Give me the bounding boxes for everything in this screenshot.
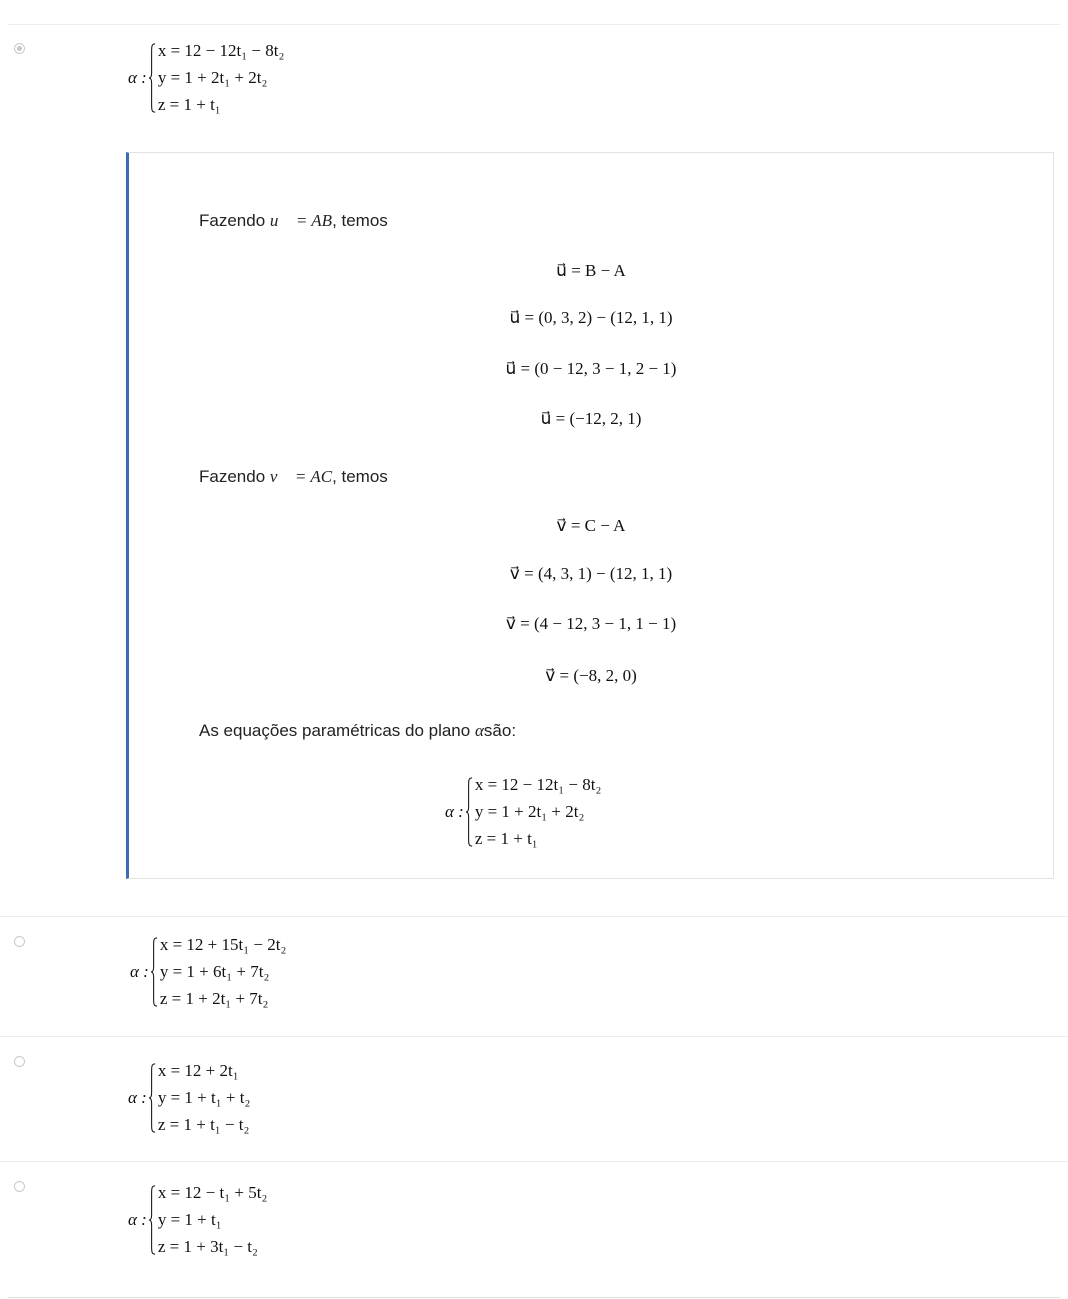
- equation-system: [130, 931, 286, 1012]
- alpha-symbol: α :: [130, 961, 149, 981]
- alpha-symbol: α :: [128, 1087, 147, 1107]
- conclusion-alpha: α: [474, 721, 484, 740]
- equation-line: x = 12 + 2t₁: [157, 1061, 239, 1080]
- equation-line: x = 12 − t₁ + 5t₂: [157, 1183, 268, 1202]
- intro-v-pre: Fazendo: [199, 467, 266, 486]
- intro-v-text: [199, 467, 388, 487]
- answer-option-3[interactable]: [0, 1036, 1068, 1162]
- conclusion-text: [199, 721, 516, 741]
- radio-button[interactable]: [14, 1181, 25, 1192]
- left-brace-icon: [149, 1185, 156, 1255]
- u-step-3: u⃗ = (0 − 12, 3 − 1, 2 − 1): [505, 359, 677, 378]
- left-brace-icon: [151, 937, 158, 1007]
- u-step-1: u⃗ = B − A: [556, 261, 626, 280]
- equation-line: y = 1 + t₁ + t₂: [157, 1088, 251, 1107]
- alpha-symbol: α :: [128, 1209, 147, 1229]
- v-step-3: v⃗ = (4 − 12, 3 − 1, 1 − 1): [505, 614, 677, 633]
- radio-button-selected[interactable]: [14, 43, 25, 54]
- intro-u-math: u⃗ = AB: [269, 211, 333, 230]
- equation-line: z = 1 + t₁: [474, 829, 538, 848]
- conclusion-pre: As equações paramétricas do plano: [199, 721, 471, 740]
- result-equation-system: [445, 771, 601, 852]
- equation-line: x = 12 − 12t₁ − 8t₂: [474, 775, 602, 794]
- alpha-symbol: α :: [128, 67, 147, 87]
- left-brace-icon: [149, 43, 156, 113]
- radio-button[interactable]: [14, 1056, 25, 1067]
- alpha-symbol: α :: [445, 801, 464, 821]
- intro-u-text: [199, 211, 388, 231]
- equation-line: y = 1 + 2t₁ + 2t₂: [157, 68, 268, 87]
- equation-line: z = 1 + t₁ − t₂: [157, 1115, 250, 1134]
- left-brace-icon: [466, 777, 473, 847]
- equation-line: y = 1 + t₁: [157, 1210, 222, 1229]
- u-step-2: u⃗ = (0, 3, 2) − (12, 1, 1): [509, 308, 673, 327]
- equation-line: y = 1 + 6t₁ + 7t₂: [159, 962, 270, 981]
- radio-button[interactable]: [14, 936, 25, 947]
- intro-u-post: , temos: [332, 211, 388, 230]
- u-step-4: u⃗ = (−12, 2, 1): [540, 409, 642, 428]
- intro-u-pre: Fazendo: [199, 211, 266, 230]
- conclusion-post: são:: [483, 721, 517, 740]
- equation-line: z = 1 + 2t₁ + 7t₂: [159, 989, 269, 1008]
- intro-v-post: , temos: [332, 467, 388, 486]
- feedback-panel: [126, 152, 1054, 879]
- bottom-divider: [8, 1297, 1060, 1298]
- v-step-1: v⃗ = C − A: [556, 516, 626, 535]
- equation-system: [128, 1057, 250, 1138]
- answer-option-2[interactable]: [0, 916, 1068, 1037]
- v-step-4: v⃗ = (−8, 2, 0): [545, 666, 637, 685]
- answer-option-4[interactable]: [0, 1161, 1068, 1284]
- equation-line: x = 12 − 12t₁ − 8t₂: [157, 41, 285, 60]
- equation-system: [128, 37, 284, 118]
- v-step-2: v⃗ = (4, 3, 1) − (12, 1, 1): [509, 564, 673, 583]
- equation-line: y = 1 + 2t₁ + 2t₂: [474, 802, 585, 821]
- left-brace-icon: [149, 1063, 156, 1133]
- intro-v-math: v⃗ = AC: [269, 467, 333, 486]
- equation-line: x = 12 + 15t₁ − 2t₂: [159, 935, 287, 954]
- equation-system: [128, 1179, 267, 1260]
- answer-option-1[interactable]: [0, 25, 1068, 155]
- equation-line: z = 1 + t₁: [157, 95, 221, 114]
- equation-line: z = 1 + 3t₁ − t₂: [157, 1237, 258, 1256]
